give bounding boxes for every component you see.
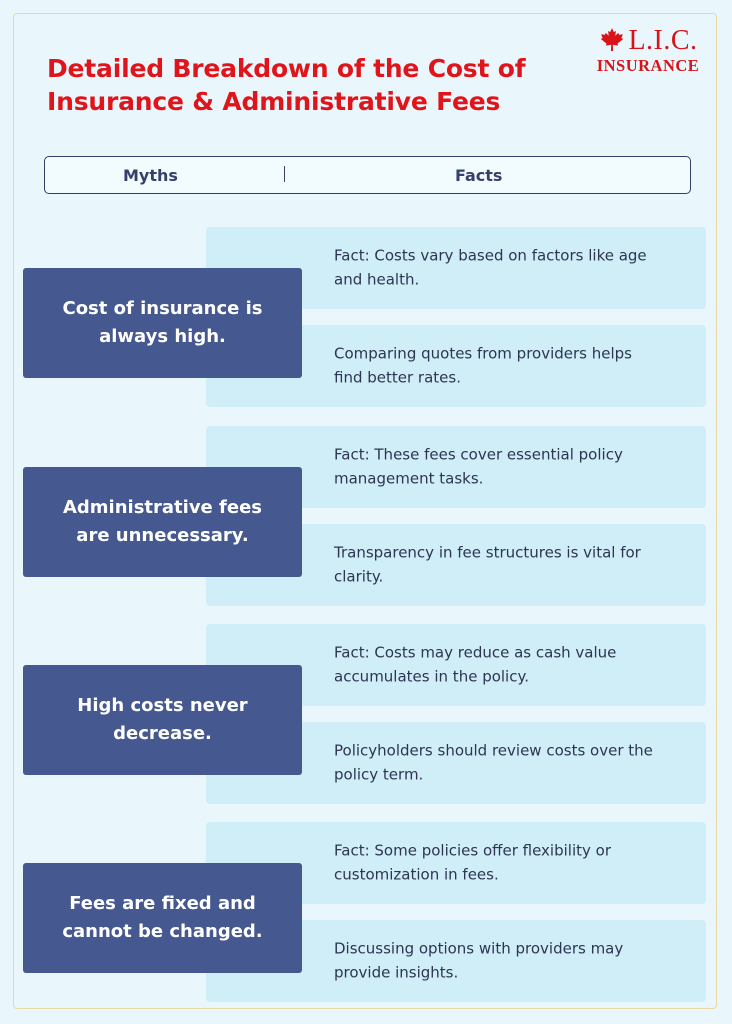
myth-box — [23, 665, 302, 775]
fact-text: Fact: Costs may reduce as cash value accumulates in the policy. — [334, 643, 617, 685]
logo-subtitle: INSURANCE — [596, 56, 700, 75]
fact-text: Fact: Some policies offer flexibility or customization in fees. — [334, 841, 611, 883]
myth-box — [23, 863, 302, 973]
logo-name: L.I.C. — [628, 25, 698, 56]
page-title — [47, 52, 567, 118]
title-line-1: Detailed Breakdown of the Cost of — [47, 54, 526, 83]
myth-box — [23, 268, 302, 378]
table-header — [44, 156, 691, 194]
fact-text: Policyholders should review costs over the policy term. — [334, 741, 653, 783]
myth-text: Fees are fixed and cannot be changed. — [62, 893, 263, 942]
myth-box — [23, 467, 302, 577]
title-line-2: Insurance & Administrative Fees — [47, 87, 501, 116]
fact-text: Fact: These fees cover essential policy management tasks. — [334, 445, 623, 487]
header-divider — [284, 166, 285, 182]
logo — [588, 26, 708, 78]
myth-text: High costs never decrease. — [77, 695, 248, 744]
fact-text: Comparing quotes from providers helps find better rates. — [334, 344, 633, 386]
myth-text: Administrative fees are unnecessary. — [62, 497, 262, 546]
fact-text: Fact: Costs vary based on factors like age and health. — [334, 246, 647, 288]
myths-header: Myths — [123, 166, 178, 185]
facts-header: Facts — [455, 166, 503, 185]
maple-leaf-icon — [598, 27, 626, 55]
myth-text: Cost of insurance is always high. — [62, 298, 263, 347]
fact-text: Discussing options with providers may provide insights. — [334, 939, 624, 981]
fact-text: Transparency in fee structures is vital for clarity. — [334, 543, 641, 585]
